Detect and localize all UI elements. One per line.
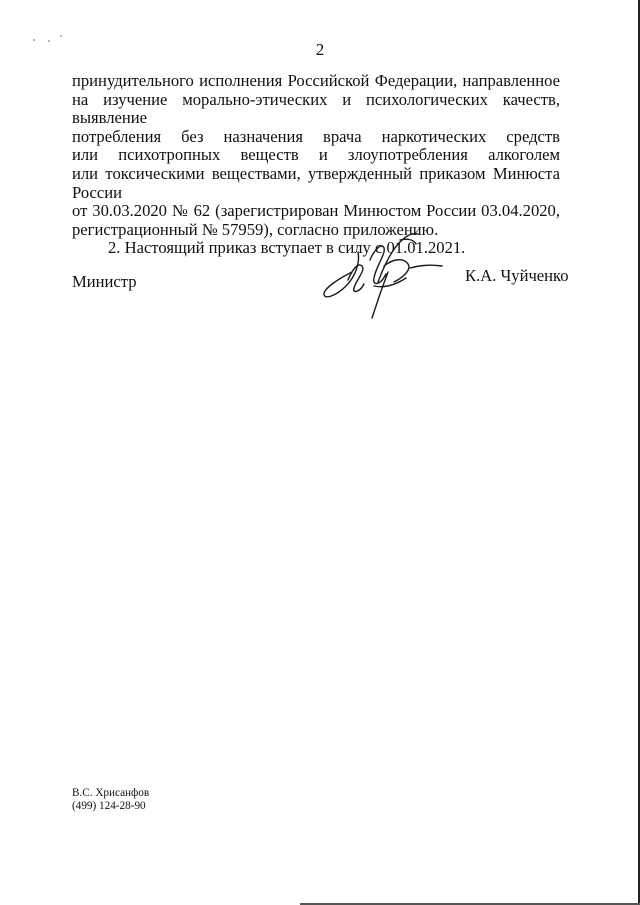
executor-phone: (499) 124-28-90 (72, 800, 146, 812)
text-line: на изучение морально-этических и психологических качеств, выявление (72, 89, 560, 128)
text-line: принудительного исполнения Российской Федерации, направленное (72, 71, 560, 90)
text-line: регистрационный № 57959), согласно приложению. (72, 219, 439, 239)
text-line: или психотропных веществ и злоупотребления алкоголем (72, 145, 560, 165)
text-line: потребления без назначения врача наркотических средств (72, 126, 560, 146)
signatory-name: К.А. Чуйченко (465, 266, 569, 285)
handwritten-signature (318, 222, 450, 326)
executor-name: В.С. Хрисанфов (72, 787, 150, 799)
item-2-text: 2. Настоящий приказ вступает в силу с 01.01.2021. (108, 238, 466, 258)
signatory-title: Министр (72, 272, 137, 291)
text-line: или токсическими веществами, утвержденный приказом Минюста России (72, 163, 560, 202)
page-number: 2 (315, 40, 325, 59)
executor-info (72, 787, 149, 813)
order-text (72, 72, 560, 258)
text-line: от 30.03.2020 № 62 (зарегистрирован Минюстом России 03.04.2020, (72, 201, 560, 221)
